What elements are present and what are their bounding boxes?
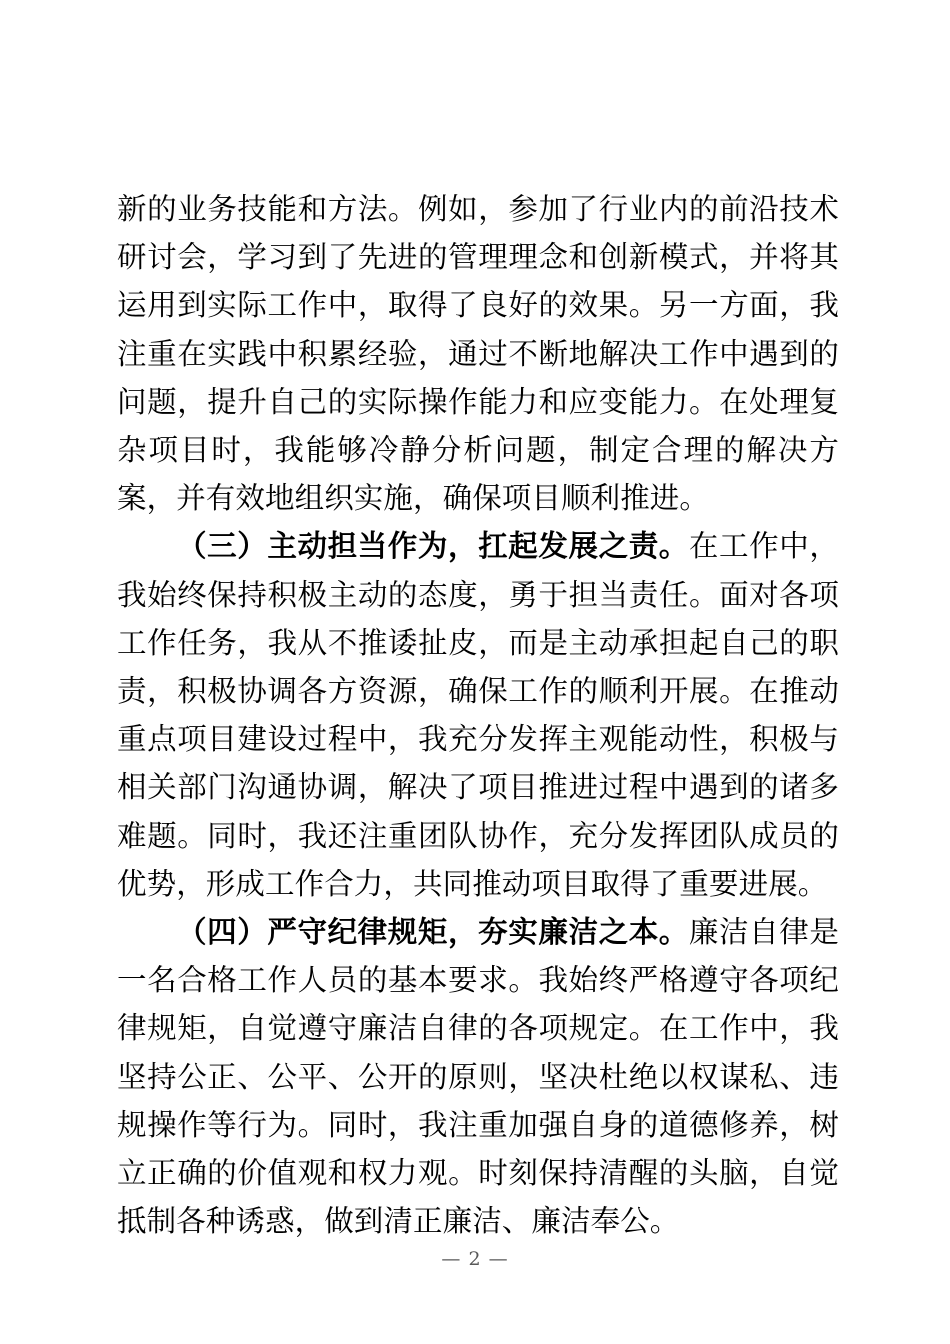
section-label-three: （三）: [177, 529, 268, 564]
section-label-four: （四）: [177, 915, 268, 950]
paragraph-continuation: [117, 185, 839, 522]
section-heading-three: 主动担当作为，扛起发展之责。: [267, 529, 689, 564]
paragraph-body-text: 新的业务技能和方法。例如，参加了行业内的前沿技术研讨会，学习到了先进的管理理念和创新模式，并将其运用到实际工作中，取得了良好的效果。另一方面，我注重在实践中积累经验，通过不断地解决工作中遇到的问题，提升自己的实际操作能力和应变能力。在处理复杂项目时，我能够冷静分析问题，制定合理的解决方案，并有效地组织实施，确保项目顺利推进。: [117, 192, 839, 516]
paragraph-body-text: 廉洁自律是一名合格工作人员的基本要求。我始终严格遵守各项纪律规矩，自觉遵守廉洁自律的各项规定。在工作中，我坚持公正、公平、公开的原则，坚决杜绝以权谋私、违规操作等行为。同时，我注重加强自身的道德修养，树立正确的价值观和权力观。时刻保持清醒的头脑，自觉抵制各种诱惑，做到清正廉洁、廉洁奉公。: [117, 915, 839, 1239]
paragraph-section-three: [117, 522, 839, 908]
page-number-footer: — 2 —: [441, 1248, 509, 1270]
section-heading-four: 严守纪律规矩，夯实廉洁之本。: [267, 915, 689, 950]
paragraph-body-text: 在工作中，我始终保持积极主动的态度，勇于担当责任。面对各项工作任务，我从不推诿扯皮，而是主动承担起自己的职责，积极协调各方资源，确保工作的顺利开展。在推动重点项目建设过程中，我充分发挥主观能动性，积极与相关部门沟通协调，解决了项目推进过程中遇到的诸多难题。同时，我还注重团队协作，充分发挥团队成员的优势，形成工作合力，共同推动项目取得了重要进展。: [117, 529, 839, 901]
paragraph-section-four: [117, 908, 839, 1245]
document-text-column: [117, 185, 839, 1245]
